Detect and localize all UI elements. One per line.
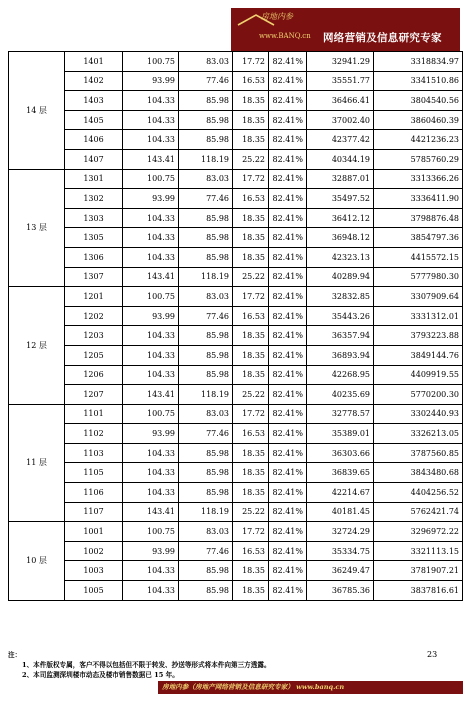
value-cell: 143.41 (123, 267, 179, 287)
value-cell: 82.41% (269, 306, 307, 326)
value-cell: 83.03 (179, 522, 233, 542)
value-cell: 143.41 (123, 385, 179, 405)
value-cell: 18.35 (233, 365, 269, 385)
value-cell: 5785760.29 (374, 149, 463, 169)
value-cell: 18.35 (233, 326, 269, 346)
value-cell: 83.03 (179, 404, 233, 424)
table-row (9, 287, 463, 307)
value-cell: 16.53 (233, 189, 269, 209)
value-cell: 36357.94 (307, 326, 374, 346)
value-cell: 85.98 (179, 345, 233, 365)
logo-text: 房地内参 (261, 12, 293, 21)
value-cell: 85.98 (179, 463, 233, 483)
value-cell: 36249.47 (307, 561, 374, 581)
value-cell: 36466.41 (307, 91, 374, 111)
value-cell: 143.41 (123, 149, 179, 169)
value-cell: 3860460.39 (374, 110, 463, 130)
value-cell: 3331312.01 (374, 306, 463, 326)
value-cell: 25.22 (233, 385, 269, 405)
value-cell: 85.98 (179, 561, 233, 581)
value-cell: 85.98 (179, 110, 233, 130)
value-cell: 18.35 (233, 443, 269, 463)
value-cell: 35551.77 (307, 71, 374, 91)
value-cell: 82.41% (269, 149, 307, 169)
value-cell: 85.98 (179, 130, 233, 150)
value-cell: 3307909.64 (374, 287, 463, 307)
value-cell: 104.33 (123, 365, 179, 385)
value-cell: 5770200.30 (374, 385, 463, 405)
value-cell: 3313366.26 (374, 169, 463, 189)
value-cell: 77.46 (179, 306, 233, 326)
table-row (9, 502, 463, 522)
value-cell: 3798876.48 (374, 208, 463, 228)
unit-number-cell: 1403 (65, 91, 123, 111)
value-cell: 93.99 (123, 541, 179, 561)
value-cell: 82.41% (269, 130, 307, 150)
value-cell: 82.41% (269, 189, 307, 209)
value-cell: 104.33 (123, 91, 179, 111)
unit-number-cell: 1106 (65, 483, 123, 503)
value-cell: 18.35 (233, 130, 269, 150)
table-row (9, 110, 463, 130)
unit-number-cell: 1203 (65, 326, 123, 346)
value-cell: 42377.42 (307, 130, 374, 150)
value-cell: 3341510.86 (374, 71, 463, 91)
table-row (9, 443, 463, 463)
unit-number-cell: 1407 (65, 149, 123, 169)
value-cell: 35389.01 (307, 424, 374, 444)
table-row (9, 52, 463, 72)
value-cell: 104.33 (123, 130, 179, 150)
value-cell: 18.35 (233, 345, 269, 365)
value-cell: 83.03 (179, 169, 233, 189)
value-cell: 35497.52 (307, 189, 374, 209)
unit-number-cell: 1102 (65, 424, 123, 444)
value-cell: 104.33 (123, 483, 179, 503)
value-cell: 85.98 (179, 483, 233, 503)
value-cell: 3296972.22 (374, 522, 463, 542)
value-cell: 82.41% (269, 502, 307, 522)
value-cell: 40181.45 (307, 502, 374, 522)
value-cell: 82.41% (269, 463, 307, 483)
unit-number-cell: 1305 (65, 228, 123, 248)
value-cell: 17.72 (233, 404, 269, 424)
value-cell: 25.22 (233, 149, 269, 169)
page-number: 23 (427, 650, 438, 659)
value-cell: 82.41% (269, 561, 307, 581)
unit-number-cell: 1107 (65, 502, 123, 522)
table-row (9, 326, 463, 346)
unit-number-cell: 1402 (65, 71, 123, 91)
value-cell: 104.33 (123, 463, 179, 483)
table-row (9, 267, 463, 287)
table-row (9, 247, 463, 267)
value-cell: 85.98 (179, 443, 233, 463)
value-cell: 16.53 (233, 541, 269, 561)
value-cell: 104.33 (123, 228, 179, 248)
table-row (9, 424, 463, 444)
value-cell: 3849144.76 (374, 345, 463, 365)
value-cell: 77.46 (179, 541, 233, 561)
table-row (9, 189, 463, 209)
value-cell: 82.41% (269, 541, 307, 561)
value-cell: 82.41% (269, 91, 307, 111)
value-cell: 104.33 (123, 247, 179, 267)
value-cell: 85.98 (179, 247, 233, 267)
value-cell: 32941.29 (307, 52, 374, 72)
value-cell: 118.19 (179, 385, 233, 405)
table-row (9, 404, 463, 424)
table-row (9, 385, 463, 405)
value-cell: 35443.26 (307, 306, 374, 326)
value-cell: 42323.13 (307, 247, 374, 267)
value-cell: 82.41% (269, 267, 307, 287)
value-cell: 32887.01 (307, 169, 374, 189)
value-cell: 3837816.61 (374, 581, 463, 601)
value-cell: 82.41% (269, 443, 307, 463)
value-cell: 16.53 (233, 306, 269, 326)
value-cell: 85.98 (179, 581, 233, 601)
unit-number-cell: 1005 (65, 581, 123, 601)
unit-number-cell: 1101 (65, 404, 123, 424)
value-cell: 85.98 (179, 326, 233, 346)
value-cell: 17.72 (233, 52, 269, 72)
value-cell: 77.46 (179, 424, 233, 444)
floor-label: 14 层 (9, 52, 65, 170)
footer-banner: 房地内参（房地产网络营销及信息研究专家） www.banq.cn (158, 681, 463, 694)
value-cell: 40344.19 (307, 149, 374, 169)
banner-title: 网络营销及信息研究专家 (323, 32, 442, 44)
value-cell: 82.41% (269, 385, 307, 405)
value-cell: 3302440.93 (374, 404, 463, 424)
value-cell: 82.41% (269, 71, 307, 91)
value-cell: 77.46 (179, 189, 233, 209)
value-cell: 104.33 (123, 443, 179, 463)
value-cell: 143.41 (123, 502, 179, 522)
value-cell: 4409919.55 (374, 365, 463, 385)
value-cell: 36785.36 (307, 581, 374, 601)
value-cell: 100.75 (123, 404, 179, 424)
unit-number-cell: 1002 (65, 541, 123, 561)
table-row (9, 71, 463, 91)
value-cell: 18.35 (233, 581, 269, 601)
table-row (9, 306, 463, 326)
table-row (9, 581, 463, 601)
unit-number-cell: 1303 (65, 208, 123, 228)
value-cell: 82.41% (269, 404, 307, 424)
value-cell: 93.99 (123, 189, 179, 209)
table-row (9, 463, 463, 483)
table-row (9, 522, 463, 542)
value-cell: 118.19 (179, 267, 233, 287)
table-row (9, 541, 463, 561)
value-cell: 37002.40 (307, 110, 374, 130)
unit-price-table (8, 51, 463, 601)
unit-number-cell: 1202 (65, 306, 123, 326)
value-cell: 93.99 (123, 424, 179, 444)
value-cell: 85.98 (179, 365, 233, 385)
value-cell: 82.41% (269, 326, 307, 346)
value-cell: 25.22 (233, 267, 269, 287)
value-cell: 18.35 (233, 228, 269, 248)
value-cell: 104.33 (123, 208, 179, 228)
unit-number-cell: 1406 (65, 130, 123, 150)
unit-number-cell: 1201 (65, 287, 123, 307)
value-cell: 35334.75 (307, 541, 374, 561)
table-row (9, 149, 463, 169)
unit-number-cell: 1103 (65, 443, 123, 463)
value-cell: 104.33 (123, 561, 179, 581)
value-cell: 100.75 (123, 287, 179, 307)
value-cell: 32832.85 (307, 287, 374, 307)
value-cell: 77.46 (179, 71, 233, 91)
value-cell: 3781907.21 (374, 561, 463, 581)
value-cell: 18.35 (233, 208, 269, 228)
unit-number-cell: 1405 (65, 110, 123, 130)
value-cell: 83.03 (179, 287, 233, 307)
table-row (9, 208, 463, 228)
value-cell: 104.33 (123, 110, 179, 130)
value-cell: 83.03 (179, 52, 233, 72)
floor-label: 13 层 (9, 169, 65, 287)
value-cell: 118.19 (179, 149, 233, 169)
value-cell: 18.35 (233, 91, 269, 111)
table-row (9, 365, 463, 385)
value-cell: 3787560.85 (374, 443, 463, 463)
value-cell: 42214.67 (307, 483, 374, 503)
value-cell: 36948.12 (307, 228, 374, 248)
value-cell: 3854797.36 (374, 228, 463, 248)
value-cell: 104.33 (123, 326, 179, 346)
value-cell: 82.41% (269, 169, 307, 189)
unit-number-cell: 1205 (65, 345, 123, 365)
table-row (9, 345, 463, 365)
value-cell: 25.22 (233, 502, 269, 522)
unit-number-cell: 1206 (65, 365, 123, 385)
value-cell: 93.99 (123, 306, 179, 326)
table-row (9, 561, 463, 581)
value-cell: 3318834.97 (374, 52, 463, 72)
value-cell: 18.35 (233, 483, 269, 503)
value-cell: 82.41% (269, 522, 307, 542)
unit-number-cell: 1302 (65, 189, 123, 209)
value-cell: 17.72 (233, 287, 269, 307)
value-cell: 18.35 (233, 110, 269, 130)
value-cell: 82.41% (269, 424, 307, 444)
value-cell: 36839.65 (307, 463, 374, 483)
value-cell: 82.41% (269, 208, 307, 228)
unit-number-cell: 1307 (65, 267, 123, 287)
value-cell: 82.41% (269, 110, 307, 130)
value-cell: 82.41% (269, 483, 307, 503)
value-cell: 36412.12 (307, 208, 374, 228)
value-cell: 18.35 (233, 247, 269, 267)
value-cell: 104.33 (123, 581, 179, 601)
notes-line-1: 1、本件版权专属，客户不得以包括但不限于转发、抄送等形式将本件向第三方透露。 (22, 661, 271, 669)
unit-number-cell: 1001 (65, 522, 123, 542)
notes-line-2: 2、本司监测深圳楼市动态及楼市销售数据已 15 年。 (22, 671, 179, 679)
value-cell: 16.53 (233, 71, 269, 91)
header-banner (231, 8, 460, 52)
value-cell: 3843480.68 (374, 463, 463, 483)
value-cell: 5762421.74 (374, 502, 463, 522)
value-cell: 85.98 (179, 228, 233, 248)
value-cell: 4415572.15 (374, 247, 463, 267)
value-cell: 82.41% (269, 247, 307, 267)
value-cell: 17.72 (233, 169, 269, 189)
unit-number-cell: 1301 (65, 169, 123, 189)
value-cell: 40289.94 (307, 267, 374, 287)
value-cell: 36893.94 (307, 345, 374, 365)
value-cell: 17.72 (233, 522, 269, 542)
value-cell: 32778.57 (307, 404, 374, 424)
floor-label: 12 层 (9, 287, 65, 405)
value-cell: 3321113.15 (374, 541, 463, 561)
value-cell: 118.19 (179, 502, 233, 522)
logo-url: www.BANQ.cn (259, 32, 311, 40)
value-cell: 3336411.90 (374, 189, 463, 209)
value-cell: 100.75 (123, 52, 179, 72)
value-cell: 16.53 (233, 424, 269, 444)
value-cell: 4421236.23 (374, 130, 463, 150)
table-row (9, 91, 463, 111)
value-cell: 82.41% (269, 52, 307, 72)
unit-number-cell: 1306 (65, 247, 123, 267)
unit-number-cell: 1207 (65, 385, 123, 405)
value-cell: 85.98 (179, 91, 233, 111)
table-row (9, 483, 463, 503)
unit-number-cell: 1003 (65, 561, 123, 581)
value-cell: 18.35 (233, 463, 269, 483)
value-cell: 82.41% (269, 287, 307, 307)
notes-title: 注： (8, 651, 22, 659)
value-cell: 42268.95 (307, 365, 374, 385)
notes (8, 650, 418, 680)
value-cell: 32724.29 (307, 522, 374, 542)
unit-number-cell: 1401 (65, 52, 123, 72)
table-row (9, 130, 463, 150)
value-cell: 3326213.05 (374, 424, 463, 444)
value-cell: 5777980.30 (374, 267, 463, 287)
value-cell: 3804540.56 (374, 91, 463, 111)
value-cell: 93.99 (123, 71, 179, 91)
floor-label: 10 层 (9, 522, 65, 600)
value-cell: 82.41% (269, 581, 307, 601)
table-row (9, 169, 463, 189)
value-cell: 100.75 (123, 522, 179, 542)
value-cell: 85.98 (179, 208, 233, 228)
value-cell: 82.41% (269, 228, 307, 248)
value-cell: 36303.66 (307, 443, 374, 463)
value-cell: 100.75 (123, 169, 179, 189)
table-row (9, 228, 463, 248)
unit-number-cell: 1105 (65, 463, 123, 483)
value-cell: 18.35 (233, 561, 269, 581)
floor-label: 11 层 (9, 404, 65, 522)
value-cell: 40235.69 (307, 385, 374, 405)
value-cell: 104.33 (123, 345, 179, 365)
value-cell: 4404256.52 (374, 483, 463, 503)
value-cell: 82.41% (269, 345, 307, 365)
value-cell: 82.41% (269, 365, 307, 385)
value-cell: 3793223.88 (374, 326, 463, 346)
